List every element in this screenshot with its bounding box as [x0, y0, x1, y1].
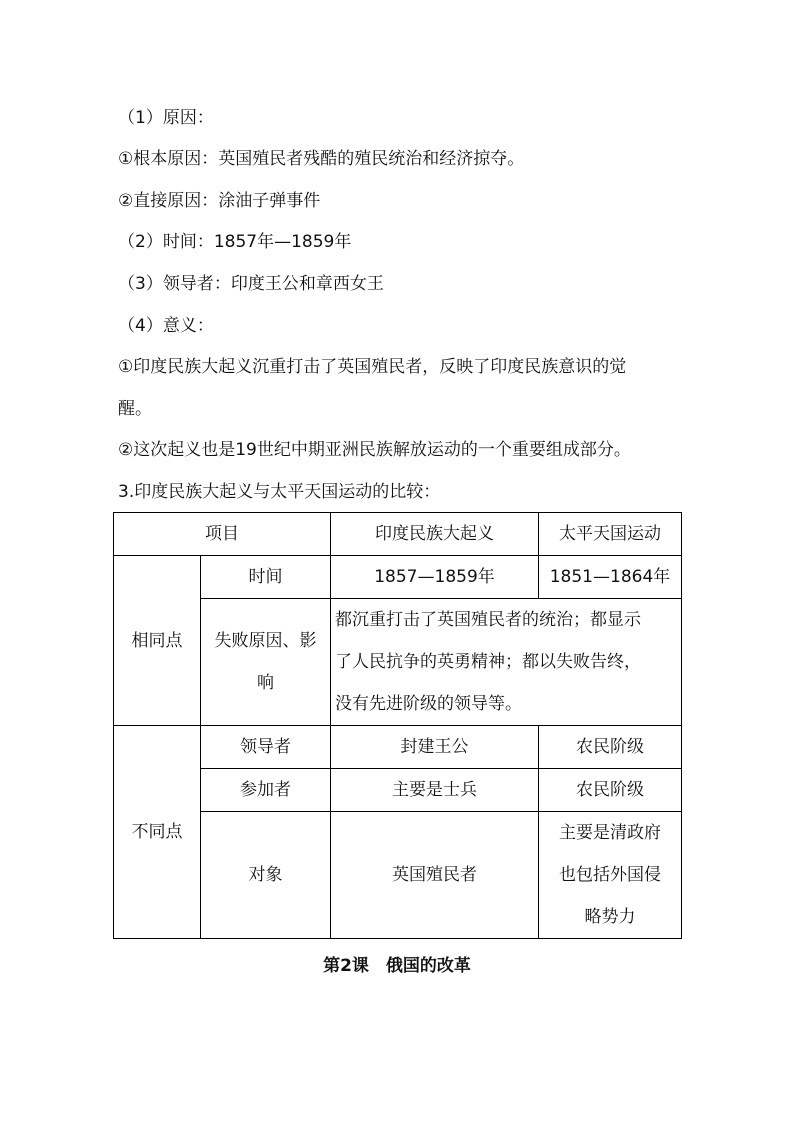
cell-taiping-time: 1851—1864年	[539, 556, 682, 599]
cell-taiping-target-line: 主要是清政府	[559, 823, 661, 843]
cell-taiping-leader: 农民阶级	[539, 726, 682, 769]
paragraph-direct-cause: ②直接原因：涂油子弹事件	[118, 191, 321, 211]
same-points-label: 相同点	[114, 556, 201, 726]
table-row	[114, 556, 682, 599]
paragraph-root-cause: ①根本原因：英国殖民者残酷的殖民统治和经济掠夺。	[118, 149, 525, 169]
paragraph-significance-2: ②这次起义也是19世纪中期亚洲民族解放运动的一个重要组成部分。	[118, 440, 631, 460]
diff-points-label: 不同点	[114, 726, 201, 939]
header-taiping: 太平天国运动	[539, 513, 682, 556]
cell-taiping-participant: 农民阶级	[539, 769, 682, 812]
cell-failure-line: 了人民抗争的英勇精神；都以失败告终，	[335, 652, 641, 672]
section-heading-comparison: 3.印度民族大起义与太平天国运动的比较：	[118, 482, 441, 502]
row-label-failure-line: 失败原因、影	[214, 631, 317, 651]
header-item: 项目	[114, 513, 331, 556]
cell-india-participant: 主要是士兵	[331, 769, 539, 812]
paragraph-significance-heading: （4）意义：	[118, 316, 214, 336]
cell-failure-merged	[331, 599, 682, 726]
row-label-target: 对象	[201, 812, 331, 939]
row-label-leader: 领导者	[201, 726, 331, 769]
cell-india-time: 1857—1859年	[331, 556, 539, 599]
cell-taiping-target	[539, 812, 682, 939]
paragraph-time: （2）时间：1857年—1859年	[118, 232, 352, 252]
paragraph-significance-1: ①印度民族大起义沉重打击了英国殖民者，反映了印度民族意识的觉	[118, 357, 627, 377]
comparison-table	[113, 512, 682, 939]
row-label-participant: 参加者	[201, 769, 331, 812]
cell-taiping-target-line: 也包括外国侵	[559, 865, 661, 885]
row-label-time: 时间	[201, 556, 331, 599]
cell-failure-line: 没有先进阶级的领导等。	[335, 694, 522, 714]
cell-taiping-target-line: 略势力	[584, 907, 636, 927]
table-row	[114, 726, 682, 769]
cell-india-target: 英国殖民者	[331, 812, 539, 939]
paragraph-cause-heading: （1）原因：	[118, 108, 214, 128]
paragraph-leader: （3）领导者：印度王公和章西女王	[118, 274, 384, 294]
lesson-title: 第2课 俄国的改革	[323, 956, 471, 976]
table-header-row	[114, 513, 682, 556]
header-india: 印度民族大起义	[331, 513, 539, 556]
paragraph-significance-1-cont: 醒。	[118, 399, 152, 419]
cell-failure-line: 都沉重打击了英国殖民者的统治；都显示	[335, 610, 641, 630]
row-label-failure	[201, 599, 331, 726]
row-label-failure-line: 响	[257, 673, 274, 693]
cell-india-leader: 封建王公	[331, 726, 539, 769]
